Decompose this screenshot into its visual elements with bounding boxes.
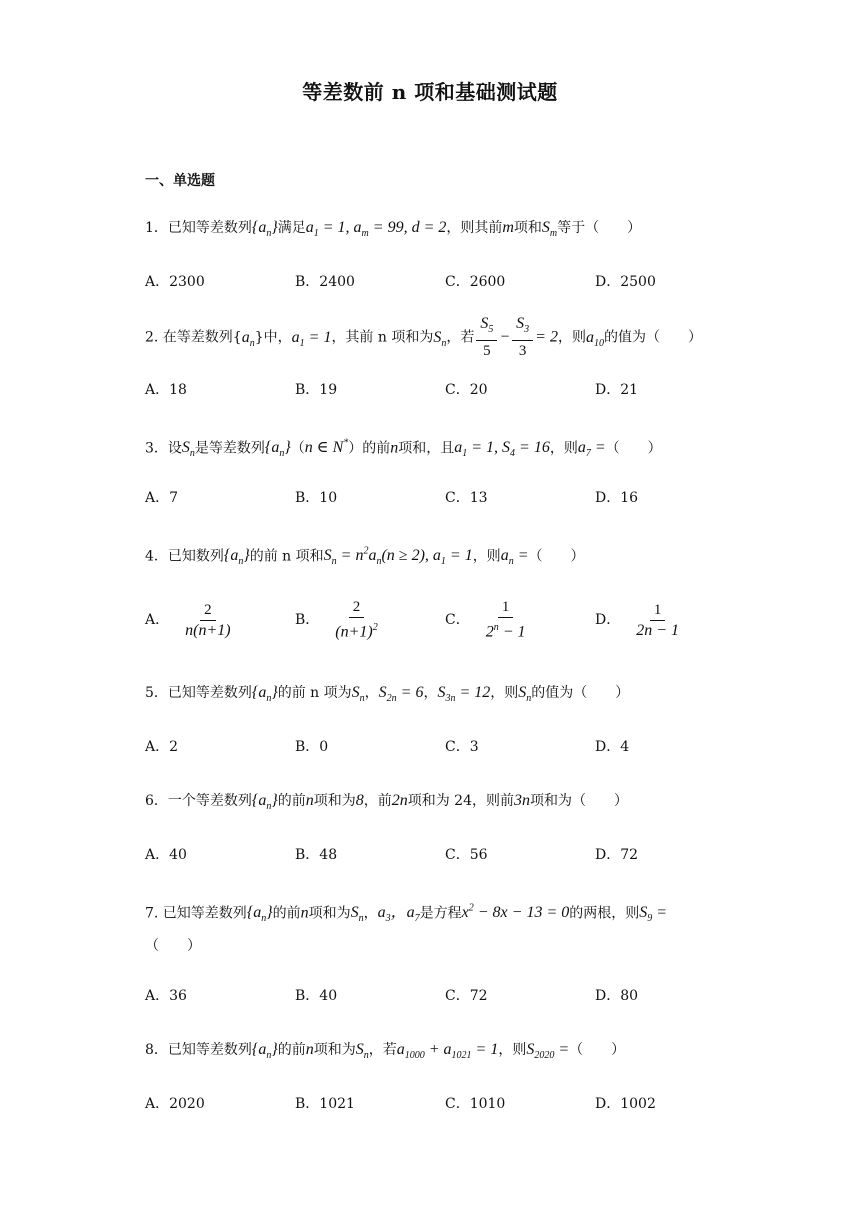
option-c[interactable]: C．56: [445, 847, 488, 863]
option-d[interactable]: D．21: [595, 382, 639, 398]
question-1: 1．已知等差数列$\{a_n\}$满足$a_1 = 1$, $a_m = 99$, d = 2，则其前m项和$S_m$等于（ ）: [145, 219, 642, 240]
option-d[interactable]: D．16: [595, 490, 639, 506]
section-heading: 一、单选题: [145, 173, 215, 189]
option-d[interactable]: D．4: [595, 739, 630, 755]
option-a[interactable]: A．40: [145, 847, 187, 863]
option-b[interactable]: B． $\frac{2}{(n+1)^2}$: [295, 599, 378, 641]
question-5: 5．已知等差数列$\{a_n\}$的前 n 项为$S_n$，$S_{2n} = 6$，$S_{3n} = 12$，则$S_n$的值为（ ）: [145, 684, 630, 705]
option-d[interactable]: D．2500: [595, 274, 656, 290]
question-4-options: [145, 596, 745, 648]
question-8: 8．已知等差数列$\{a_n\}$的前n项和为$S_n$，若$a_{1000} + a_{1021} = 1$，则$S_{2020}$ =（ ）: [145, 1041, 626, 1062]
option-a[interactable]: A．2: [145, 739, 179, 755]
option-d[interactable]: D． $\frac{1}{2n - 1}$: [595, 601, 680, 639]
option-b[interactable]: B．0: [295, 739, 329, 755]
option-b[interactable]: B．48: [295, 847, 338, 863]
option-c[interactable]: C．13: [445, 490, 488, 506]
question-5-options: [145, 735, 745, 759]
option-b[interactable]: B．2400: [295, 274, 355, 290]
page-title: 等差数前 n 项和基础测试题: [302, 80, 558, 104]
option-b[interactable]: B．1021: [295, 1096, 355, 1112]
option-a[interactable]: A．36: [145, 988, 187, 1004]
question-2: 2. 在等差数列$\{a_n\}$中，$a_1 = 1$，其前 n 项和为$S_n$，若 $\frac{S_5}{5}$ − $\frac{S_3}{3}$ = 2，则$a_{10}$的值为（ ）: [145, 315, 702, 360]
question-3-options: [145, 486, 745, 510]
question-6: 6．一个等差数列$\{a_n\}$的前n项和为8，前2n项和为 24，则前3n项和为（ ）: [145, 792, 628, 813]
question-2-options: [145, 378, 745, 402]
option-d[interactable]: D．72: [595, 847, 639, 863]
question-7-line-2: （ ）: [145, 938, 201, 954]
option-c[interactable]: C．72: [445, 988, 488, 1004]
option-a[interactable]: A．18: [145, 382, 187, 398]
option-a[interactable]: A． $\frac{2}{n(n+1)}$: [145, 601, 231, 639]
question-8-options: [145, 1092, 745, 1116]
option-a[interactable]: A．7: [145, 490, 179, 506]
question-7: 7. 已知等差数列$\{a_n\}$的前n项和为$S_n$，$a_3$，$a_7$是方程$x^2 - 8x - 13 = 0$的两根，则$S_9$ =: [145, 903, 668, 925]
option-d[interactable]: D．80: [595, 988, 639, 1004]
option-b[interactable]: B．40: [295, 988, 338, 1004]
option-c[interactable]: C．3: [445, 739, 479, 755]
option-b[interactable]: B．19: [295, 382, 338, 398]
option-d[interactable]: D．1002: [595, 1096, 656, 1112]
question-7-options: [145, 984, 745, 1008]
option-a[interactable]: A．2300: [145, 274, 205, 290]
option-a[interactable]: A．2020: [145, 1096, 205, 1112]
option-c[interactable]: C．2600: [445, 274, 506, 290]
option-c[interactable]: C．20: [445, 382, 488, 398]
option-c[interactable]: C． $\frac{1}{2^n - 1}$: [445, 599, 526, 641]
question-3: 3．设$S_n$是等差数列$\{a_n\}(n$ ∈ N*）的前n项和，且$a_1 = 1$, $S_4 = 16$，则$a_7$ =（ ）: [145, 438, 662, 460]
question-6-options: [145, 843, 745, 867]
option-c[interactable]: C．1010: [445, 1096, 506, 1112]
question-4: 4．已知数列$\{a_n\}$的前 n 项和$S_n = n^2a_n(n \ge 2)$, $a_1 = 1$，则$a_n$ =（ ）: [145, 546, 585, 568]
question-1-options: [145, 270, 745, 294]
option-b[interactable]: B．10: [295, 490, 338, 506]
